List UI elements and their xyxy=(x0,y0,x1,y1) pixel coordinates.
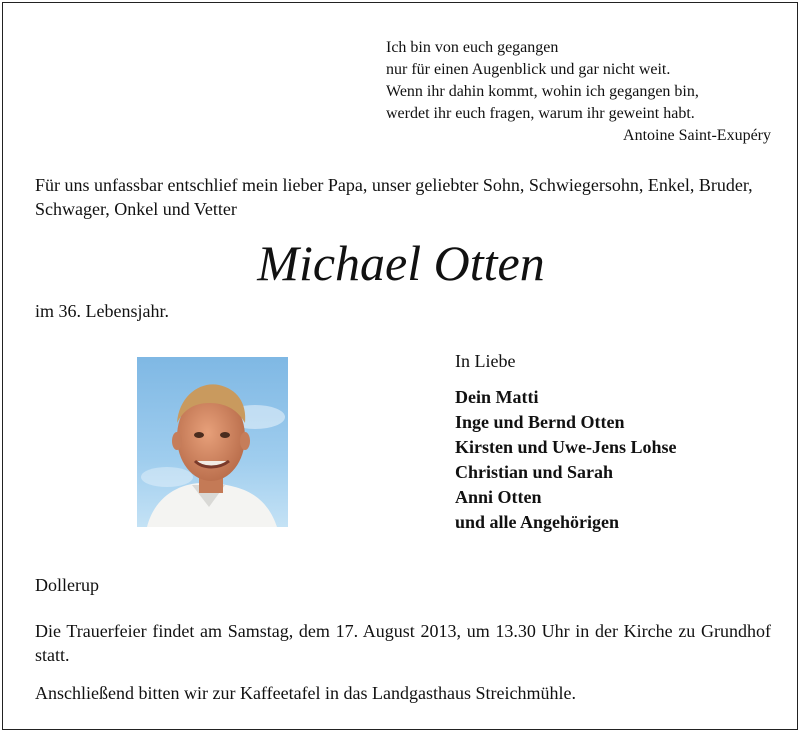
list-item: und alle Angehörigen xyxy=(455,512,620,532)
list-item: Anni Otten xyxy=(455,487,542,507)
poem-line: Ich bin von euch gegangen xyxy=(386,39,559,56)
list-item: Dein Matti xyxy=(455,387,539,407)
list-item: Christian und Sarah xyxy=(455,462,614,482)
deceased-name: Michael Otten xyxy=(257,235,545,291)
poem-line: nur für einen Augenblick und gar nicht weit. xyxy=(386,61,671,78)
reception-text: Anschließend bitten wir zur Kaffeetafel in das Landgasthaus Streichmühle. xyxy=(35,683,576,703)
list-item: Kirsten und Uwe-Jens Lohse xyxy=(455,437,677,457)
age-text: im 36. Lebensjahr. xyxy=(35,301,169,321)
poem-line: Wenn ihr dahin kommt, wohin ich gegangen bin, xyxy=(386,83,699,100)
closing-text: In Liebe xyxy=(455,351,516,371)
list-item: Inge und Bernd Otten xyxy=(455,412,625,432)
poem xyxy=(386,37,771,147)
intro-text: Für uns unfassbar entschlief mein lieber Papa, unser geliebter Sohn, Schwiegersohn, Enkel, Bruder, Schwager, Onkel und Vetter xyxy=(35,175,753,219)
portrait-photo xyxy=(137,357,288,527)
mourners-list xyxy=(455,385,677,535)
obituary-notice xyxy=(2,2,798,730)
poem-line: werdet ihr euch fragen, warum ihr geweint habt. xyxy=(386,105,695,122)
service-text: Die Trauerfeier findet am Samstag, dem 17. August 2013, um 13.30 Uhr in der Kirche zu Grundhof statt. xyxy=(35,621,771,665)
poem-author: Antoine Saint-Exupéry xyxy=(623,127,771,144)
place-text: Dollerup xyxy=(35,575,99,595)
